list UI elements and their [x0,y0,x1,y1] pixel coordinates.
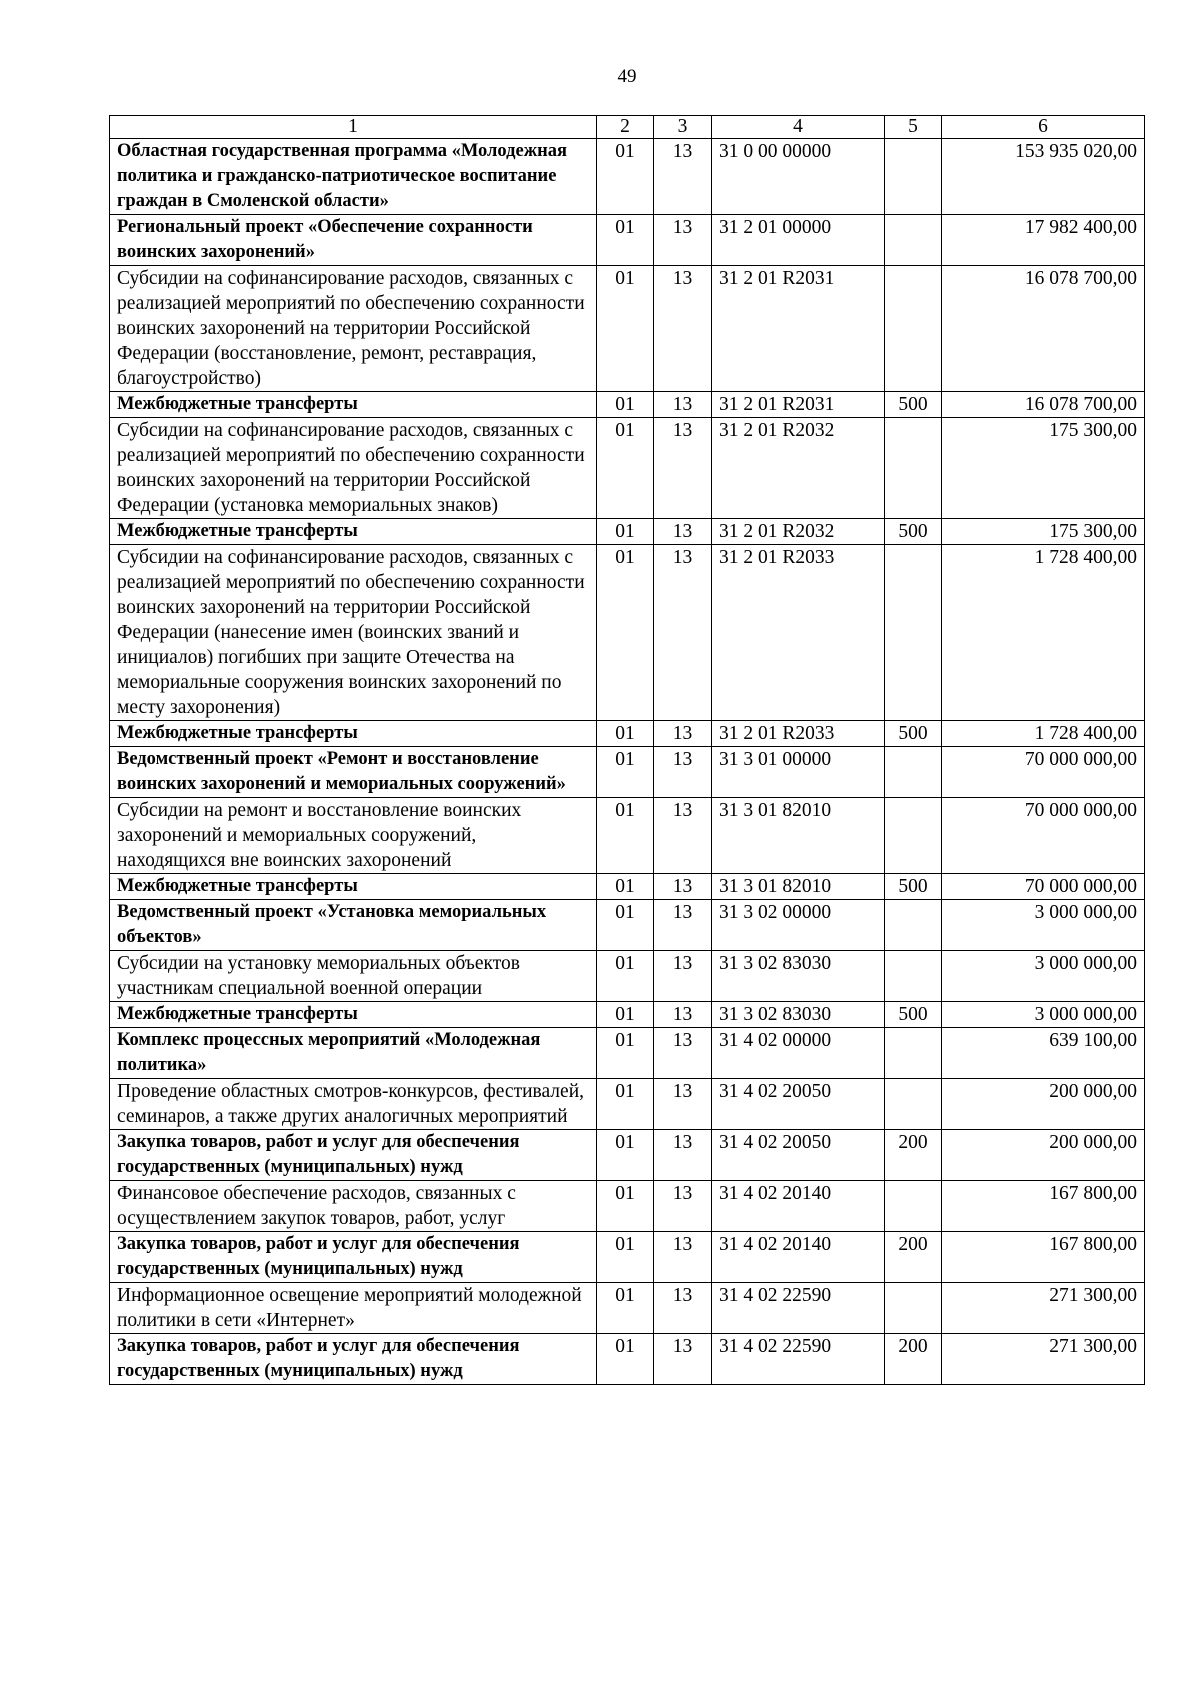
row-target-article-code: 31 2 01 00000 [712,215,885,266]
row-expense-type-code: 500 [885,874,942,900]
row-target-article-code: 31 4 02 22590 [712,1334,885,1385]
row-amount: 1 728 400,00 [942,721,1145,747]
row-target-article-code: 31 2 01 R2033 [712,545,885,721]
row-amount: 70 000 000,00 [942,798,1145,874]
row-section-code: 01 [597,519,654,545]
row-target-article-code: 31 0 00 00000 [712,139,885,215]
table-row [110,1283,1145,1334]
table-row [110,519,1145,545]
row-section-code: 01 [597,545,654,721]
row-amount: 70 000 000,00 [942,747,1145,798]
table-row [110,1002,1145,1028]
row-expense-type-code: 500 [885,519,942,545]
page-number: 49 [617,66,637,87]
row-subsection-code: 13 [654,874,712,900]
row-subsection-code: 13 [654,266,712,392]
column-header-4: 4 [712,116,885,139]
row-description: Субсидии на установку мемориальных объектов участникам специальной военной операции [110,951,597,1002]
row-description: Комплекс процессных мероприятий «Молодежная политика» [110,1028,597,1079]
row-amount: 16 078 700,00 [942,266,1145,392]
table-row [110,900,1145,951]
row-amount: 200 000,00 [942,1130,1145,1181]
table-body [110,139,1145,1385]
row-expense-type-code: 200 [885,1334,942,1385]
row-target-article-code: 31 2 01 R2031 [712,392,885,418]
row-description: Финансовое обеспечение расходов, связанных с осуществлением закупок товаров, работ, услуг [110,1181,597,1232]
row-description: Межбюджетные трансферты [110,519,597,545]
row-amount: 16 078 700,00 [942,392,1145,418]
row-amount: 3 000 000,00 [942,951,1145,1002]
row-section-code: 01 [597,215,654,266]
row-target-article-code: 31 3 01 82010 [712,874,885,900]
row-target-article-code: 31 4 02 00000 [712,1028,885,1079]
row-target-article-code: 31 4 02 22590 [712,1283,885,1334]
row-section-code: 01 [597,721,654,747]
row-subsection-code: 13 [654,1079,712,1130]
table-row [110,1079,1145,1130]
table-header-row [110,116,1145,139]
row-expense-type-code [885,1283,942,1334]
row-description: Проведение областных смотров-конкурсов, фестивалей, семинаров, а также других аналогичных мероприятий [110,1079,597,1130]
row-section-code: 01 [597,747,654,798]
row-amount: 175 300,00 [942,418,1145,519]
row-description: Ведомственный проект «Ремонт и восстановление воинских захоронений и мемориальных сооружений» [110,747,597,798]
row-target-article-code: 31 2 01 R2031 [712,266,885,392]
row-target-article-code: 31 4 02 20140 [712,1232,885,1283]
row-amount: 1 728 400,00 [942,545,1145,721]
row-expense-type-code [885,747,942,798]
row-section-code: 01 [597,1028,654,1079]
row-description: Межбюджетные трансферты [110,392,597,418]
row-amount: 17 982 400,00 [942,215,1145,266]
row-subsection-code: 13 [654,798,712,874]
row-section-code: 01 [597,1334,654,1385]
row-subsection-code: 13 [654,1130,712,1181]
row-amount: 3 000 000,00 [942,1002,1145,1028]
row-subsection-code: 13 [654,1028,712,1079]
row-target-article-code: 31 2 01 R2032 [712,519,885,545]
row-subsection-code: 13 [654,721,712,747]
row-expense-type-code [885,266,942,392]
row-description: Межбюджетные трансферты [110,1002,597,1028]
table-row [110,1028,1145,1079]
table-row [110,1181,1145,1232]
row-subsection-code: 13 [654,1002,712,1028]
row-section-code: 01 [597,1079,654,1130]
row-description: Субсидии на ремонт и восстановление воинских захоронений и мемориальных сооружений, находящихся вне воинских захоронений [110,798,597,874]
column-header-5: 5 [885,116,942,139]
row-subsection-code: 13 [654,1181,712,1232]
row-expense-type-code [885,798,942,874]
table-row [110,747,1145,798]
row-expense-type-code [885,545,942,721]
table-row [110,1232,1145,1283]
row-amount: 153 935 020,00 [942,139,1145,215]
row-section-code: 01 [597,1002,654,1028]
row-subsection-code: 13 [654,1232,712,1283]
row-description: Межбюджетные трансферты [110,874,597,900]
row-amount: 70 000 000,00 [942,874,1145,900]
row-target-article-code: 31 3 02 83030 [712,1002,885,1028]
row-subsection-code: 13 [654,747,712,798]
row-subsection-code: 13 [654,392,712,418]
row-amount: 271 300,00 [942,1334,1145,1385]
table-row [110,951,1145,1002]
row-description: Субсидии на софинансирование расходов, связанных с реализацией мероприятий по обеспечению сохранности воинских захоронений на территории Российской Федерации (нанесение имен (воинских званий и инициалов) погибших при защите Отечества на мемориальные сооружения воинских захоронений по месту захоронения) [110,545,597,721]
table-row [110,418,1145,519]
budget-table [109,115,1145,1385]
row-expense-type-code [885,951,942,1002]
row-description: Областная государственная программа «Молодежная политика и гражданско-патриотическое воспитание граждан в Смоленской области» [110,139,597,215]
row-subsection-code: 13 [654,545,712,721]
table-row [110,721,1145,747]
row-description: Закупка товаров, работ и услуг для обеспечения государственных (муниципальных) нужд [110,1334,597,1385]
row-section-code: 01 [597,874,654,900]
row-subsection-code: 13 [654,951,712,1002]
row-amount: 3 000 000,00 [942,900,1145,951]
table-row [110,874,1145,900]
row-description: Закупка товаров, работ и услуг для обеспечения государственных (муниципальных) нужд [110,1130,597,1181]
row-target-article-code: 31 4 02 20050 [712,1130,885,1181]
row-description: Закупка товаров, работ и услуг для обеспечения государственных (муниципальных) нужд [110,1232,597,1283]
table-row [110,798,1145,874]
table-row [110,266,1145,392]
row-target-article-code: 31 3 02 00000 [712,900,885,951]
row-section-code: 01 [597,139,654,215]
row-target-article-code: 31 2 01 R2032 [712,418,885,519]
row-expense-type-code: 200 [885,1232,942,1283]
row-subsection-code: 13 [654,139,712,215]
row-target-article-code: 31 4 02 20140 [712,1181,885,1232]
row-section-code: 01 [597,900,654,951]
table-row [110,545,1145,721]
row-section-code: 01 [597,798,654,874]
row-section-code: 01 [597,951,654,1002]
row-description: Субсидии на софинансирование расходов, связанных с реализацией мероприятий по обеспечению сохранности воинских захоронений на территории Российской Федерации (установка мемориальных знаков) [110,418,597,519]
row-amount: 639 100,00 [942,1028,1145,1079]
column-header-1: 1 [110,116,597,139]
row-description: Межбюджетные трансферты [110,721,597,747]
row-amount: 271 300,00 [942,1283,1145,1334]
row-target-article-code: 31 3 02 83030 [712,951,885,1002]
row-section-code: 01 [597,392,654,418]
row-section-code: 01 [597,266,654,392]
row-subsection-code: 13 [654,519,712,545]
row-target-article-code: 31 2 01 R2033 [712,721,885,747]
row-section-code: 01 [597,1283,654,1334]
table-row [110,1334,1145,1385]
row-expense-type-code [885,139,942,215]
row-expense-type-code [885,1028,942,1079]
row-target-article-code: 31 3 01 82010 [712,798,885,874]
table-row [110,139,1145,215]
row-description: Субсидии на софинансирование расходов, связанных с реализацией мероприятий по обеспечению сохранности воинских захоронений на территории Российской Федерации (восстановление, ремонт, реставрация, благоустройство) [110,266,597,392]
row-subsection-code: 13 [654,215,712,266]
row-description: Региональный проект «Обеспечение сохранности воинских захоронений» [110,215,597,266]
row-subsection-code: 13 [654,1283,712,1334]
row-target-article-code: 31 3 01 00000 [712,747,885,798]
row-subsection-code: 13 [654,418,712,519]
row-target-article-code: 31 4 02 20050 [712,1079,885,1130]
row-subsection-code: 13 [654,1334,712,1385]
table-row [110,1130,1145,1181]
column-header-3: 3 [654,116,712,139]
row-subsection-code: 13 [654,900,712,951]
row-section-code: 01 [597,1130,654,1181]
column-header-6: 6 [942,116,1145,139]
row-expense-type-code [885,215,942,266]
table-row [110,215,1145,266]
row-section-code: 01 [597,418,654,519]
row-expense-type-code [885,900,942,951]
row-amount: 167 800,00 [942,1232,1145,1283]
row-amount: 175 300,00 [942,519,1145,545]
row-expense-type-code: 200 [885,1130,942,1181]
row-description: Ведомственный проект «Установка мемориальных объектов» [110,900,597,951]
row-section-code: 01 [597,1232,654,1283]
row-expense-type-code: 500 [885,721,942,747]
row-expense-type-code: 500 [885,392,942,418]
row-section-code: 01 [597,1181,654,1232]
row-amount: 200 000,00 [942,1079,1145,1130]
row-amount: 167 800,00 [942,1181,1145,1232]
column-header-2: 2 [597,116,654,139]
row-expense-type-code [885,1181,942,1232]
table-row [110,392,1145,418]
row-expense-type-code [885,418,942,519]
row-description: Информационное освещение мероприятий молодежной политики в сети «Интернет» [110,1283,597,1334]
row-expense-type-code: 500 [885,1002,942,1028]
row-expense-type-code [885,1079,942,1130]
